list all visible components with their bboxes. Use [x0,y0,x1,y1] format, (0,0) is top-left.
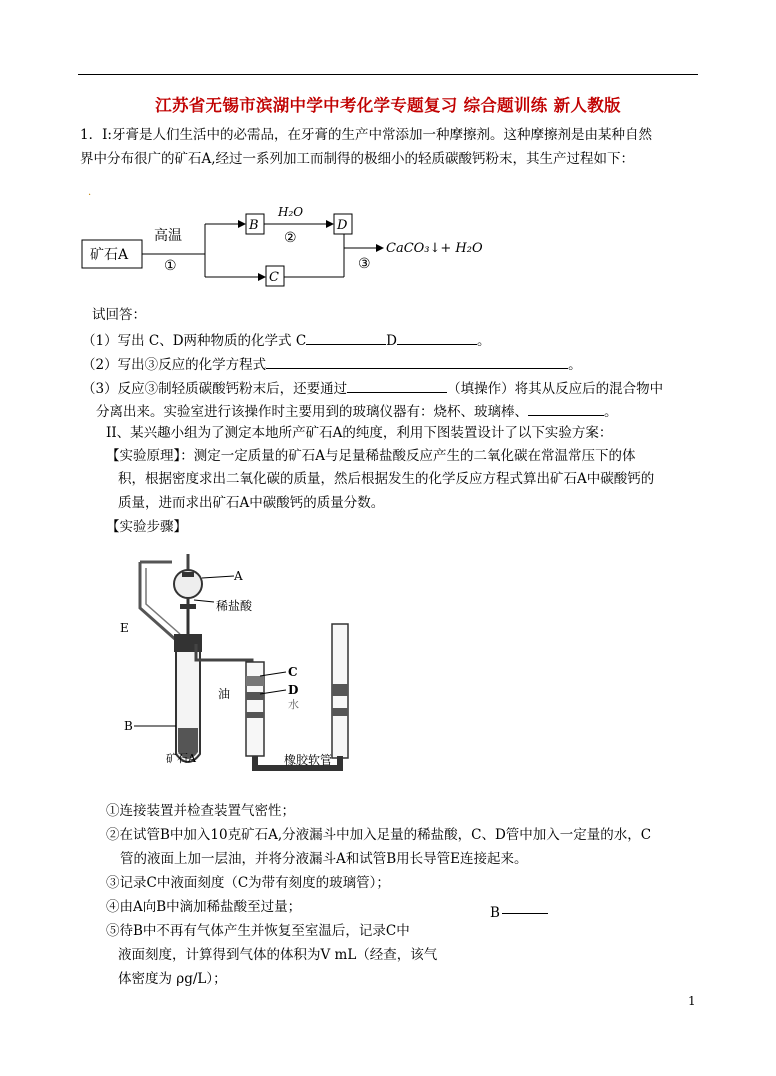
principle-line3: 质量，进而求出矿石A中碳酸钙的质量分数。 [118,495,385,511]
product-label: CaCO₃↓+ H₂O [386,241,483,256]
label-b: B [124,719,133,733]
part2-intro: II、某兴趣小组为了测定本地所产矿石A的纯度，利用下图装置设计了以下实验方案： [106,425,613,441]
q2-prefix: （2）写出③反应的化学方程式 [82,357,267,373]
water-label: H₂O [278,205,304,219]
document-title: 江苏省无锡市滨湖中学中考化学专题复习 综合题训练 新人教版 [155,96,621,115]
q1-line1: 1．I:牙膏是人们生活中的必需品，在牙膏的生产中常添加一种摩擦剂。这种摩擦剂是由某种自然 [80,127,652,143]
step2-label: ② [284,230,297,246]
steps-title: 【实验步骤】 [106,519,187,535]
label-acid: 稀盐酸 [216,599,253,613]
equation-blank[interactable] [266,354,568,369]
header-rule [78,74,698,75]
q3-end: 。 [604,404,618,420]
q3-line2: 分离出来。实验室进行该操作时主要用到的玻璃仪器有：烧杯、玻璃棒、 [96,404,528,420]
b-label: B [249,218,259,233]
principle-line2: 积，根据密度求出二氧化碳的质量，然后根据发生的化学反应方程式算出矿石A中碳酸钙的 [118,471,655,487]
question-2 [82,354,582,374]
heat-label: 高温 [154,228,182,244]
label-water: 水 [288,698,299,711]
question-3-cont [96,401,618,421]
question-3 [82,378,663,398]
page-number: 1 [688,994,696,1008]
label-oil: 油 [218,687,231,701]
step-5-line1: ⑤待B中不再有气体产生并恢复至室温后，记录C中 [106,923,410,939]
q2-end: 。 [568,357,582,373]
q3-mid: （填操作）将其从反应后的混合物中 [447,381,664,397]
side-b-text: B [490,905,500,921]
apparatus-diagram [110,548,370,776]
step-2-line1: ②在试管B中加入10克矿石A,分液漏斗中加入足量的稀盐酸，C、D管中加入一定量的水，C [106,827,652,843]
step1-label: ① [164,258,177,274]
ore-label: 矿石A [90,247,129,263]
questions-intro: 试回答： [92,307,146,323]
q1-line2: 界中分布很广的矿石A,经过一系列加工而制得的极细小的轻质碳酸钙粉末，其生产过程如下： [80,151,635,167]
glassware-blank[interactable] [528,401,604,416]
step-1: ①连接装置并检查装置气密性； [106,803,295,819]
operation-blank[interactable] [347,378,447,393]
c-label: C [269,270,279,285]
stray-dot: . [88,187,92,198]
label-tube: 橡胶软管 [284,753,333,767]
principle-line1: 【实验原理】：测定一定质量的矿石A与足量稀盐酸反应产生的二氧化碳在常温常压下的体 [106,448,636,464]
label-e: E [120,621,129,635]
side-b-line [502,904,548,914]
q3-prefix: （3）反应③制轻质碳酸钙粉末后，还要通过 [82,381,348,397]
label-a: A [234,569,243,583]
q1-prefix: （1）写出 C、D两种物质的化学式 C [82,333,307,349]
step-5-line2: 液面刻度，计算得到气体的体积为V mL（经查，该气 [118,947,438,963]
question-1 [82,330,490,350]
process-flow-diagram [80,200,520,295]
label-c: C [288,665,298,679]
q1-d: D [386,333,397,349]
step-3: ③记录C中液面刻度（C为带有刻度的玻璃管）； [106,875,390,891]
c-formula-blank[interactable] [306,330,386,345]
label-ore: 矿石A [166,752,196,765]
side-b-label [490,904,548,922]
step-2-line2: 管的液面上加一层油，并将分液漏斗A和试管B用长导管E连接起来。 [120,851,528,867]
q1-end: 。 [476,333,491,349]
d-formula-blank[interactable] [397,330,477,345]
step-5-line3: 体密度为 ρg/L）； [118,971,227,987]
step-4: ④由A向B中滴加稀盐酸至过量； [106,899,302,915]
d-label: D [337,218,348,233]
stopper [174,634,202,652]
label-d: D [288,683,299,697]
step3-label: ③ [358,256,371,272]
